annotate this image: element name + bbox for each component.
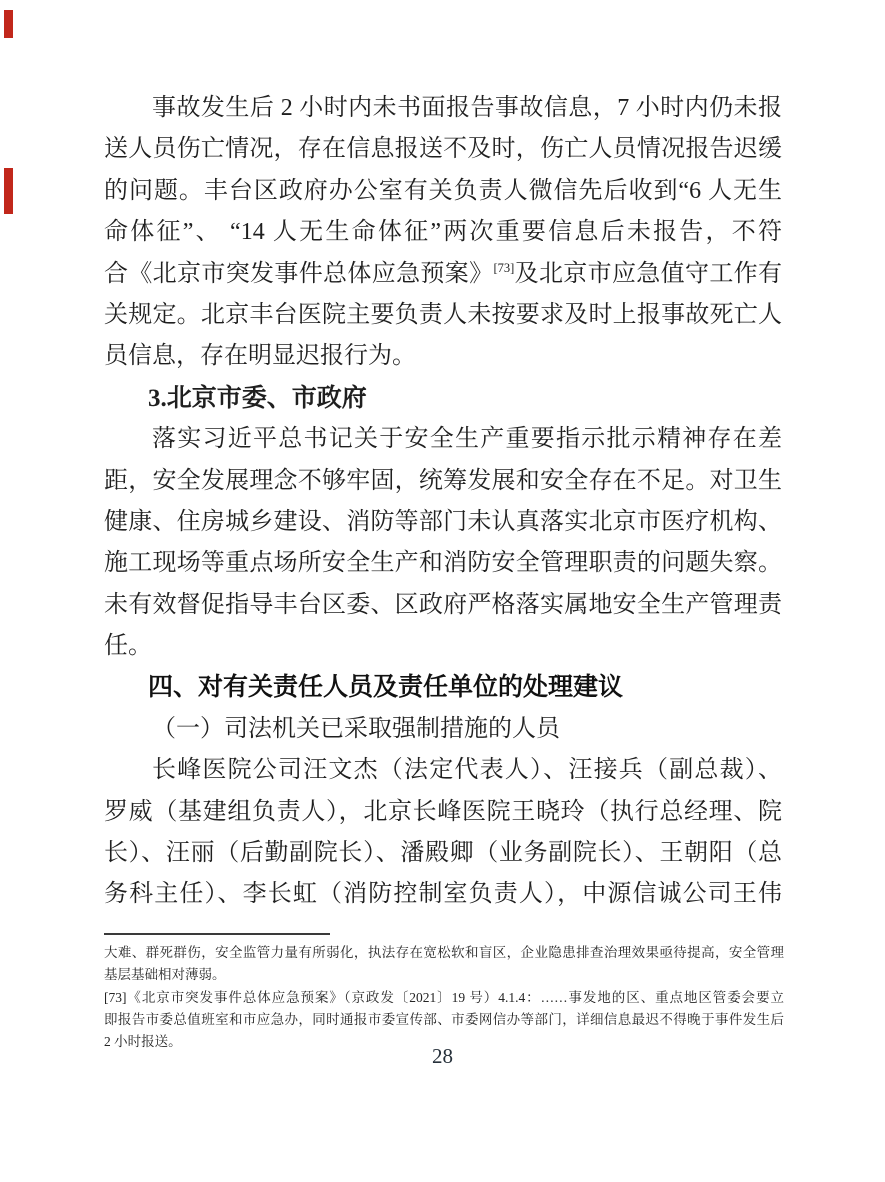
paragraph3-line: 长峰医院公司汪文杰（法定代表人）、汪接兵（副总裁）、 <box>152 757 782 784</box>
red-annotation-mark-icon <box>4 168 13 214</box>
footnote-line: [73]《北京市突发事件总体应急预案》（京政发〔2021〕19 号）4.1.4：……事发地的区、重点地区管委会要立 <box>104 989 784 1005</box>
red-annotation-mark-icon <box>4 10 13 38</box>
section-heading-4: 四、对有关责任人员及责任单位的处理建议 <box>148 673 624 702</box>
page-number: 28 <box>432 1044 453 1068</box>
paragraph2-line: 任。 <box>104 633 152 660</box>
paragraph1-line5-post: 及北京市应急值守工作有 <box>514 260 783 287</box>
footnote-line: 基层基础相对薄弱。 <box>104 967 226 983</box>
footnote-line: 大难、群死群伤，安全监管力量有所弱化，执法存在宽松软和盲区，企业隐患排查治理效果亟待提高，安全管理 <box>104 945 784 960</box>
paragraph1-line-with-footnote-ref <box>104 254 782 295</box>
footnote-reference-73: [73] <box>493 260 515 275</box>
paragraph2-line: 距，安全发展理念不够牢固，统筹发展和安全存在不足。对卫生 <box>104 467 782 494</box>
paragraph2-line: 落实习近平总书记关于安全生产重要指示批示精神存在差 <box>152 426 782 453</box>
paragraph3-line: 务科主任）、李长虹（消防控制室负责人），中源信诚公司王伟 <box>104 881 782 908</box>
subsection-heading-1: （一）司法机关已采取强制措施的人员 <box>152 715 560 742</box>
document-body <box>104 88 782 916</box>
paragraph1-line: 员信息，存在明显迟报行为。 <box>104 343 416 370</box>
section-heading-3: 3.北京市委、市政府 <box>148 384 367 412</box>
paragraph1-line: 关规定。北京丰台医院主要负责人未按要求及时上报事故死亡人 <box>104 301 782 328</box>
paragraph1-line: 事故发生后 2 小时内未书面报告事故信息，7 小时内仍未报 <box>152 95 782 121</box>
paragraph3-line: 长）、汪丽（后勤副院长）、潘殿卿（业务副院长）、王朝阳（总 <box>104 840 782 867</box>
paragraph1-line: 的问题。丰台区政府办公室有关负责人微信先后收到“6 人无生 <box>104 177 782 204</box>
paragraph2-line: 健康、住房城乡建设、消防等部门未认真落实北京市医疗机构、 <box>104 508 782 535</box>
paragraph1-line: 命体征”、 “14 人无生命体征”两次重要信息后未报告，不符 <box>104 219 782 246</box>
paragraph2-line: 未有效督促指导丰台区委、区政府严格落实属地安全生产管理责 <box>104 591 782 618</box>
paragraph1-line: 送人员伤亡情况，存在信息报送不及时，伤亡人员情况报告迟缓 <box>104 136 782 163</box>
paragraph1-line5-pre: 合《北京市突发事件总体应急预案》 <box>104 260 494 287</box>
footnotes <box>104 942 784 1053</box>
paragraph3-line: 罗威（基建组负责人），北京长峰医院王晓玲（执行总经理、院 <box>104 798 782 825</box>
paragraph2-line: 施工现场等重点场所安全生产和消防安全管理职责的问题失察。 <box>104 550 782 577</box>
footnote-line: 即报告市委总值班室和市应急办，同时通报市委宣传部、市委网信办等部门，详细信息最迟不得晚于事件发生后 <box>104 1011 784 1027</box>
footnote-divider <box>104 933 330 935</box>
footnote-line: 2 小时报送。 <box>104 1034 182 1050</box>
